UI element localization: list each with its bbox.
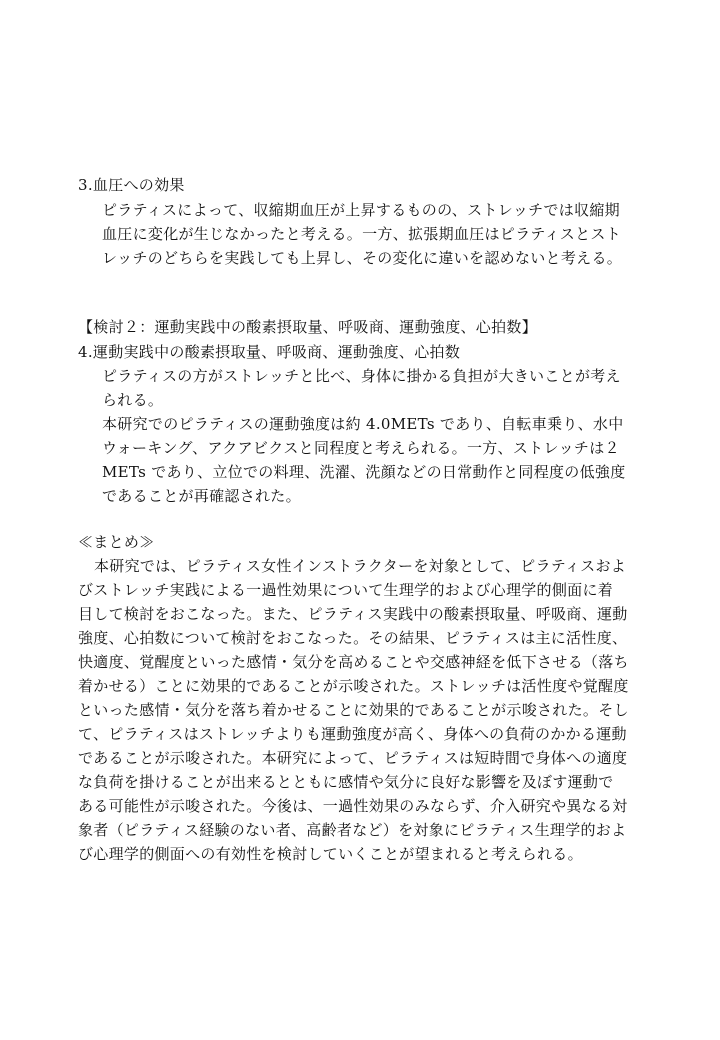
summary-line: び心理学的側面への有効性を検討していくことが望まれると考えられる。 <box>78 845 583 863</box>
summary-line: て、ピラティスはストレッチよりも運動強度が高く、身体への負荷のかかる運動 <box>78 725 627 743</box>
summary-line: といった感情・気分を落ち着かせることに効果的であることが示唆された。そし <box>78 701 629 719</box>
summary-line: 強度、心拍数について検討をおこなった。その結果、ピラティスは主に活性度、 <box>78 629 628 647</box>
summary-line: 本研究では、ピラティス女性インストラクターを対象として、ピラティスおよ <box>94 557 627 575</box>
section3-heading: 3.血圧への効果 <box>78 176 185 194</box>
study2-line: ウォーキング、アクアビクスと同程度と考えられる。一方、ストレッチは２ <box>102 439 620 457</box>
summary-line: であることが示唆された。本研究によって、ピラティスは短時間で身体への適度 <box>78 749 628 767</box>
summary-heading: ≪まとめ≫ <box>78 533 155 551</box>
section3-line: 血圧に変化が生じなかったと考える。一方、拡張期血圧はピラティスとスト <box>102 225 622 243</box>
section3-line: レッチのどちらを実践しても上昇し、その変化に違いを認めないと考える。 <box>102 249 623 267</box>
study2-subheading: 4.運動実践中の酸素摂取量、呼吸商、運動強度、心拍数 <box>78 343 461 361</box>
summary-line: 象者（ピラティス経験のない者、高齢者など）を対象にピラティス生理学的およ <box>78 821 627 839</box>
study2-line: であることが再確認された。 <box>102 487 301 505</box>
study2-heading: 【検討２：運動実践中の酸素摂取量、呼吸商、運動強度、心拍数】 <box>78 318 538 336</box>
section3-line: ピラティスによって、収縮期血圧が上昇するものの、ストレッチでは収縮期 <box>102 201 620 219</box>
summary-line: 快適度、覚醒度といった感情・気分を高めることや交感神経を低下させる（落ち <box>78 653 629 671</box>
summary-line: 着かせる）ことに効果的であることが示唆された。ストレッチは活性度や覚醒度 <box>78 677 629 695</box>
study2-line: ピラティスの方がストレッチと比べ、身体に掛かる負担が大きいことが考え <box>102 367 621 385</box>
study2-line: られる。 <box>102 391 164 409</box>
summary-line: びストレッチ実践による一過性効果について生理学的および心理学的側面に着 <box>78 581 614 599</box>
study2-line: 本研究でのピラティスの運動強度は約 4.0METs であり、自転車乗り、水中 <box>102 415 624 433</box>
summary-line: ある可能性が示唆された。今後は、一過性効果のみならず、介入研究や異なる対 <box>78 797 628 815</box>
summary-line: な負荷を掛けることが出来るとともに感情や気分に良好な影響を及ぼす運動で <box>78 773 614 791</box>
summary-line: 目して検討をおこなった。また、ピラティス実践中の酸素摂取量、呼吸商、運動 <box>78 605 628 623</box>
study2-line: METs であり、立位での料理、洗濯、洗顔などの日常動作と同程度の低強度 <box>102 463 626 481</box>
